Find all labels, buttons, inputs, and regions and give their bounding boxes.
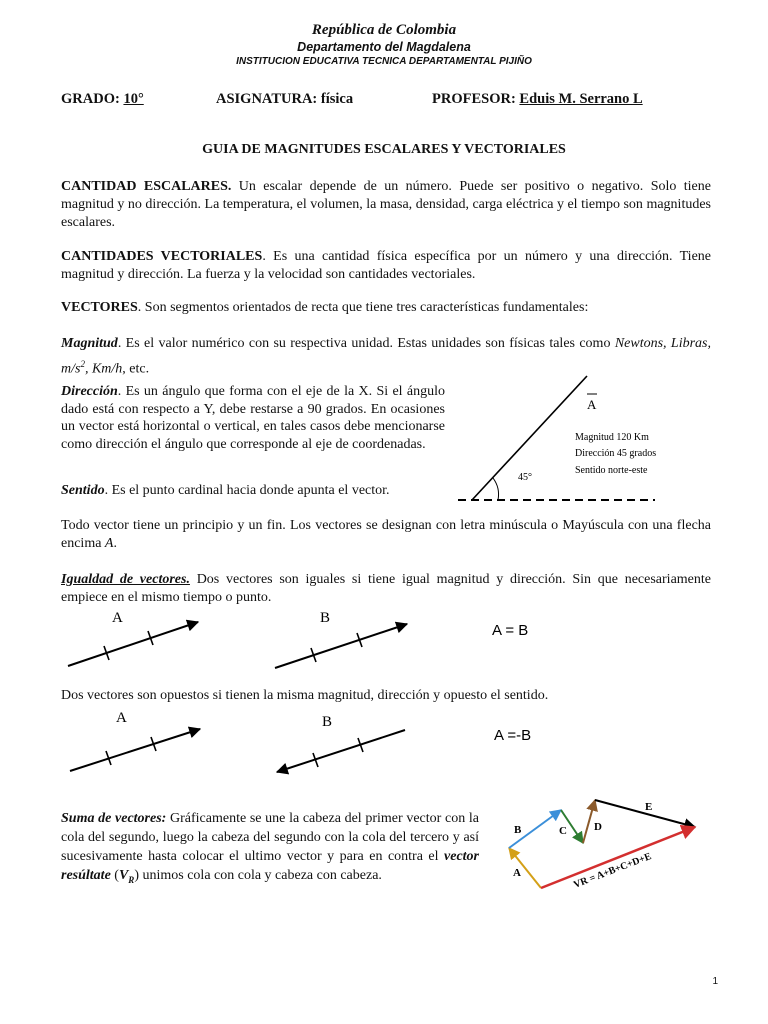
opposite-label-b: B [322, 714, 333, 730]
opposite-equation: A =-B [494, 727, 532, 744]
principle-end: . [113, 536, 117, 551]
vectorial-paragraph [61, 248, 711, 284]
sum-label-a: A [513, 867, 521, 879]
info-magnitude: Magnitud 120 Km [575, 432, 649, 443]
equal-vector-a [68, 622, 198, 666]
sum-label-b: B [514, 824, 522, 836]
subject-value: física [320, 91, 354, 107]
direction-term: Dirección [61, 384, 118, 399]
direction-figure [450, 360, 710, 510]
opposite-paragraph [61, 687, 711, 705]
equality-equation: A = B [492, 622, 529, 639]
opposite-figure [60, 710, 580, 780]
sum-label-c: C [559, 825, 567, 837]
sum-text2: unimos cola con cola y cabeza con cabeza. [138, 868, 382, 883]
equality-figure [60, 602, 580, 676]
magnitude-units: Newtons, Libras, m/s [61, 336, 711, 377]
vectorial-text: . Es una cantidad física específica por un número y una dirección. Tiene magnitud y dirección. La fuerza y la velocidad son cantidades vectoriales. [61, 249, 711, 282]
vector-a-label: A [587, 397, 597, 412]
sum-result-term: vector resúltate [61, 849, 479, 883]
equal-vector-b [275, 624, 407, 668]
grade-value: 10° [123, 91, 144, 107]
meta-grade [61, 91, 144, 108]
sum-text1: Gráficamente se une la cabeza del primer vector con la cola del segundo, luego la cabeza del segundo con la cola del tercero y así sucesivamente hasta colocar el ultimo vector y para en contra el [61, 811, 479, 864]
header-department: Departamento del Magdalena [297, 40, 471, 54]
equal-label-b: B [320, 610, 331, 626]
sense-paragraph [61, 482, 445, 500]
magnitude-units2: , Km/h [84, 361, 123, 377]
teacher-value: Eduis M. Serrano L [519, 91, 643, 107]
vector-sum-figure [495, 790, 710, 900]
opposite-label-a: A [116, 710, 127, 726]
vectors-term: VECTORES [61, 300, 138, 315]
grade-label: GRADO: [61, 91, 120, 107]
sum-result-label: VR = A+B+C+D+E [572, 851, 653, 891]
opposite-vector-a [70, 729, 200, 771]
scalar-paragraph [61, 178, 711, 232]
sense-text: . Es el punto cardinal hacia donde apunta el vector. [104, 483, 390, 498]
teacher-label: PROFESOR: [432, 91, 516, 107]
sense-term: Sentido [61, 483, 105, 498]
equal-label-a: A [112, 610, 123, 626]
subject-label: ASIGNATURA: [216, 91, 318, 107]
meta-subject [216, 91, 353, 108]
sum-label-d: D [594, 821, 602, 833]
vectors-text: . Son segmentos orientados de recta que tiene tres características fundamentales: [137, 300, 589, 315]
sum-label-e: E [645, 801, 653, 813]
page-title: GUIA DE MAGNITUDES ESCALARES Y VECTORIALES [202, 142, 566, 157]
magnitude-term: Magnitud [61, 336, 118, 351]
meta-teacher [432, 91, 643, 108]
principle-symbol: A [104, 536, 114, 551]
sum-paren-open: ( [110, 868, 119, 883]
equality-term: Igualdad de vectores. [61, 572, 190, 587]
sum-paren-close: ) [134, 868, 139, 883]
sum-term: Suma de vectores: [61, 811, 167, 826]
angle-arc [493, 478, 499, 500]
info-direction: Dirección 45 grados [575, 448, 657, 459]
info-sense: Sentido norte-este [575, 465, 648, 476]
equality-text: Dos vectores son iguales si tiene igual magnitud y dirección. Sin que necesariamente empiece en el mismo tiempo o punto. [61, 572, 711, 605]
sum-paragraph [61, 809, 479, 890]
sum-vr: V [118, 868, 129, 883]
magnitude-sup: 2 [80, 359, 85, 369]
page-number: 1 [712, 976, 718, 987]
header-institution: INSTITUCION EDUCATIVA TECNICA DEPARTAMENTAL PIJIÑO [236, 56, 532, 67]
direction-paragraph [61, 383, 445, 453]
opposite-text: Dos vectores son opuestos si tienen la misma magnitud, dirección y opuesto el sentido. [61, 688, 549, 703]
principle-paragraph [61, 517, 711, 553]
sum-vr-sub: R [128, 874, 135, 885]
angle-label: 45° [518, 472, 532, 483]
vectorial-term: CANTIDADES VECTORIALES [61, 249, 263, 264]
magnitude-etc: , etc. [122, 361, 150, 377]
magnitude-text: . Es el valor numérico con su respectiva unidad. Estas unidades son físicas tales como [117, 336, 611, 351]
direction-text: . Es un ángulo que forma con el eje de la X. Si el ángulo dado está con respecto a Y, debe restarse a 90 grados. En ocasiones un vector está horizontal o vertical, en tales casos debe mencionarse como dirección el ángulo que corresponde al eje de coordenadas. [61, 384, 445, 452]
vectors-paragraph [61, 299, 711, 317]
scalar-text: Un escalar depende de un número. Puede ser positivo o negativo. Solo tiene magnitud y no dirección. La temperatura, el volumen, la masa, densidad, carga eléctrica y el tiempo son magnitudes escalares. [61, 179, 711, 230]
scalar-term: CANTIDAD ESCALARES. [61, 179, 232, 194]
opposite-vector-b [277, 730, 405, 772]
header-country: República de Colombia [311, 22, 457, 38]
principle-text: Todo vector tiene un principio y un fin. Los vectores se designan con letra minúscula o Mayúscula con una flecha encima [61, 518, 711, 551]
